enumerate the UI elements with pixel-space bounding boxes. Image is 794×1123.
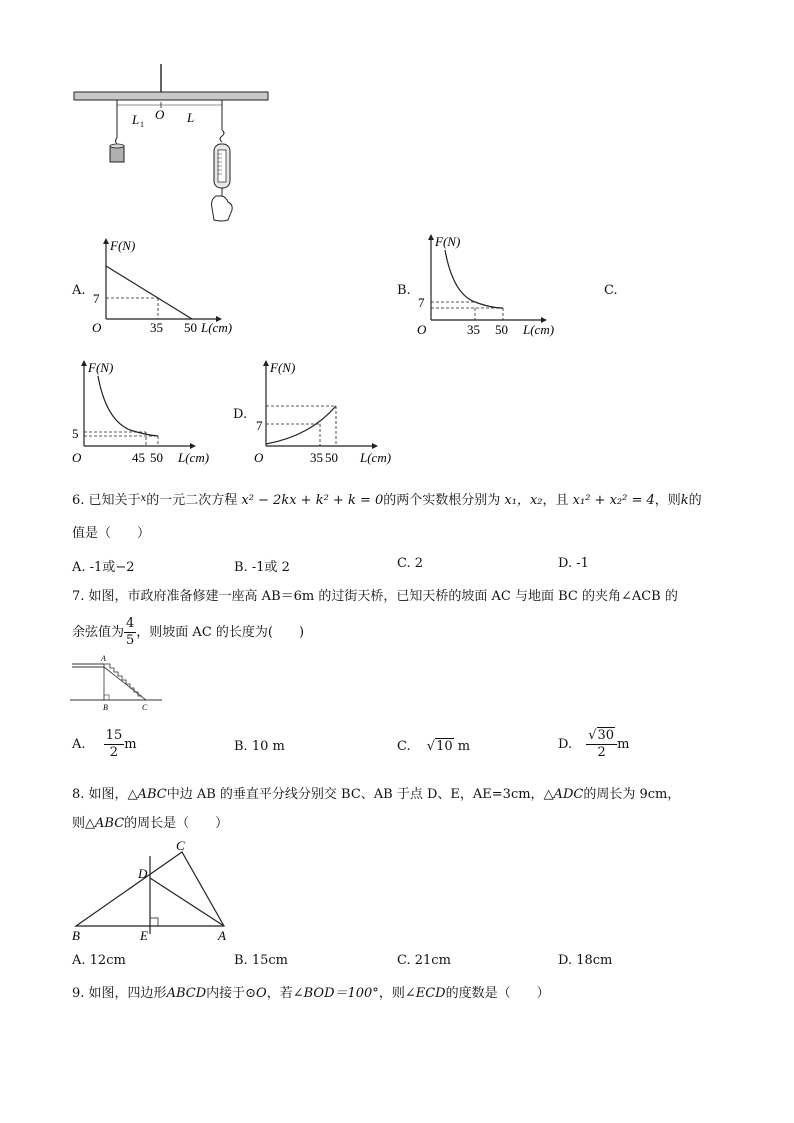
q5-option-c-letter: C. (604, 283, 618, 298)
q7-bridge-figure (70, 652, 165, 714)
q5d-xtick-1: 35 (310, 450, 323, 465)
hand-icon (212, 196, 233, 221)
q6-text-4: ，且 (542, 493, 569, 508)
q8-fig-C: C (176, 838, 185, 853)
q5a-ytick: 7 (93, 291, 100, 306)
q5b-ylabel: F(N) (435, 234, 461, 249)
q9-text-3: ，若 (266, 986, 293, 1001)
q9-text-5: 的度数是（ ） (445, 986, 550, 1001)
q8-fig-B: B (72, 928, 80, 943)
q6-var-x: x (140, 493, 147, 504)
lever-label-O: O (155, 107, 165, 122)
q5b-origin: O (417, 322, 427, 337)
q7-d-radicand: 30 (597, 728, 615, 743)
q7-option-d-fraction: $\frac{√30}{2}$ (586, 728, 617, 761)
q8-stem-line2 (72, 815, 228, 833)
q6-equation: x² − 2kx + k² + k = 0 (241, 493, 384, 508)
q7-fig-A: A (101, 654, 106, 663)
q5-graph-b (413, 232, 573, 342)
q6-stem (72, 490, 702, 510)
q5a-ylabel: F(N) (110, 238, 136, 253)
q6-var-k: k (680, 493, 689, 508)
q6-condition: x₁² + x₂² = 4 (572, 493, 655, 508)
lever-label-L1-sub: 1 (140, 120, 144, 129)
q7-option-c-radicand: 10 (436, 739, 453, 754)
q6-text-2: 的一元二次方程 (146, 493, 238, 508)
q7-option-a-fraction (104, 728, 125, 761)
q6-text-5: ，则 (654, 493, 681, 508)
q8-fig-D: D (138, 866, 148, 881)
q5b-xtick-1: 35 (467, 322, 480, 337)
q7-option-a[interactable] (72, 728, 137, 761)
q7-option-a-letter: A. (72, 737, 86, 752)
q9-text-1: 如图，四边形 (88, 986, 167, 1001)
q9-text-4: ，则 (378, 986, 405, 1001)
q7-fig-B: B (103, 703, 108, 712)
q8-option-d[interactable]: D. 18cm (558, 953, 613, 968)
q9-angle2: ∠ECD (404, 986, 446, 1001)
q5a-xlabel: L(cm) (201, 320, 233, 335)
q6-line2: 值是（ ） (72, 526, 151, 541)
q8-line1-b: 中边 AB 的垂直平分线分别交 BC、AB 于点 D、E，AE=3cm， (166, 787, 544, 802)
q8-line2-b: 的周长是（ ） (124, 816, 229, 831)
q9-number: 9. (72, 986, 85, 1001)
q8-option-c[interactable]: C. 21cm (397, 953, 451, 968)
q5c-xtick-1: 45 (132, 450, 145, 465)
q5b-xlabel: L(cm) (523, 322, 555, 337)
q6-number: 6. (72, 493, 85, 508)
q5d-xtick-2: 50 (325, 450, 338, 465)
q6-roots: x₁，x₂ (504, 493, 543, 508)
q8-option-a[interactable]: A. 12cm (72, 953, 126, 968)
q5c-ylabel: F(N) (88, 360, 114, 375)
q7-cos-num: 4 (126, 616, 135, 631)
q5d-ylabel: F(N) (270, 360, 296, 375)
q7-stem-line2 (72, 614, 304, 652)
q8-tri2: △ADC (543, 787, 584, 802)
q7-line2-after: ，则坡面 AC 的长度为( ) (136, 625, 305, 640)
q8-number: 8. (72, 787, 85, 802)
q8-fig-E: E (140, 928, 148, 943)
q7-number: 7. (72, 589, 85, 604)
q9-text-2: 内接于 (206, 986, 246, 1001)
q5-option-d-letter: D. (233, 407, 248, 422)
q7-fig-C: C (142, 703, 148, 712)
q5a-origin: O (92, 320, 102, 335)
q5d-ytick: 7 (256, 418, 263, 433)
q7-a-den: 2 (109, 745, 119, 760)
q7-line1: 如图，市政府准备修建一座高 AB＝6m 的过街天桥，已知天桥的坡面 AC 与地面 BC 的夹角∠ACB 的 (88, 589, 678, 604)
q6-text-3: 的两个实数根分别为 (383, 493, 501, 508)
lever-figure (70, 64, 275, 224)
q7-cos-fraction (124, 616, 136, 649)
q8-line1-c: 的周长为 9cm， (583, 787, 681, 802)
q6-option-c[interactable]: C. 2 (397, 556, 424, 571)
q5c-origin: O (72, 450, 82, 465)
q7-option-c-unit: m (457, 739, 471, 754)
spring-scale-icon (214, 144, 230, 196)
q8-stem-line1 (72, 786, 680, 804)
q5d-origin: O (254, 450, 264, 465)
q8-option-b[interactable]: B. 15cm (234, 953, 288, 968)
q5-option-b-letter: B. (397, 283, 411, 298)
q6-text-1: 已知关于 (88, 493, 141, 508)
q5c-xtick-2: 50 (150, 450, 163, 465)
q7-option-d-letter: D. (558, 737, 573, 752)
q5-graph-c (68, 358, 228, 470)
q7-option-d[interactable] (558, 728, 629, 761)
q7-option-c-letter: C. (397, 739, 411, 754)
q5a-xtick-1: 35 (150, 320, 163, 335)
q8-line2-a: 则 (72, 816, 86, 831)
q6-text-6: 的 (688, 493, 702, 508)
q7-line2-before: 余弦值为 (72, 625, 125, 640)
q8-triangle-figure (68, 838, 238, 948)
q7-stem-line1 (72, 588, 678, 606)
q7-option-a-unit: m (124, 737, 137, 752)
q7-option-b[interactable]: B. 10 m (234, 739, 285, 754)
q5-graph-d (250, 358, 410, 470)
q7-option-c[interactable]: C. √10 m (397, 739, 471, 754)
q6-option-d[interactable]: D. -1 (558, 556, 589, 571)
q5d-xlabel: L(cm) (360, 450, 392, 465)
q6-option-b[interactable]: B. -1或 2 (234, 560, 290, 575)
lever-label-L: L (187, 110, 195, 125)
q8-fig-A: A (218, 928, 226, 943)
q5c-ytick: 5 (72, 426, 79, 441)
q5-option-a-letter: A. (72, 283, 86, 298)
q8-tri1: △ABC (127, 787, 167, 802)
q5a-xtick-2: 50 (184, 320, 197, 335)
q8-line1-a: 如图， (88, 787, 128, 802)
q9-angle1: ∠BOD＝100° (292, 986, 379, 1001)
q8-tri3: △ABC (85, 816, 125, 831)
q5-graph-a (88, 236, 248, 340)
q5b-ytick: 7 (418, 295, 425, 310)
q5b-xtick-2: 50 (495, 322, 508, 337)
q7-option-d-unit: m (617, 737, 630, 752)
q9-quad: ABCD (166, 986, 207, 1001)
q6-option-a[interactable]: A. -1或−2 (72, 560, 135, 575)
q7-a-num: 15 (105, 728, 123, 743)
q7-d-den: 2 (597, 745, 606, 760)
q9-stem (72, 985, 550, 1003)
lever-label-L1: L (132, 112, 140, 127)
q5c-xlabel: L(cm) (178, 450, 210, 465)
q7-cos-den: 5 (126, 633, 135, 648)
q9-circle: ⊙O (245, 986, 267, 1001)
